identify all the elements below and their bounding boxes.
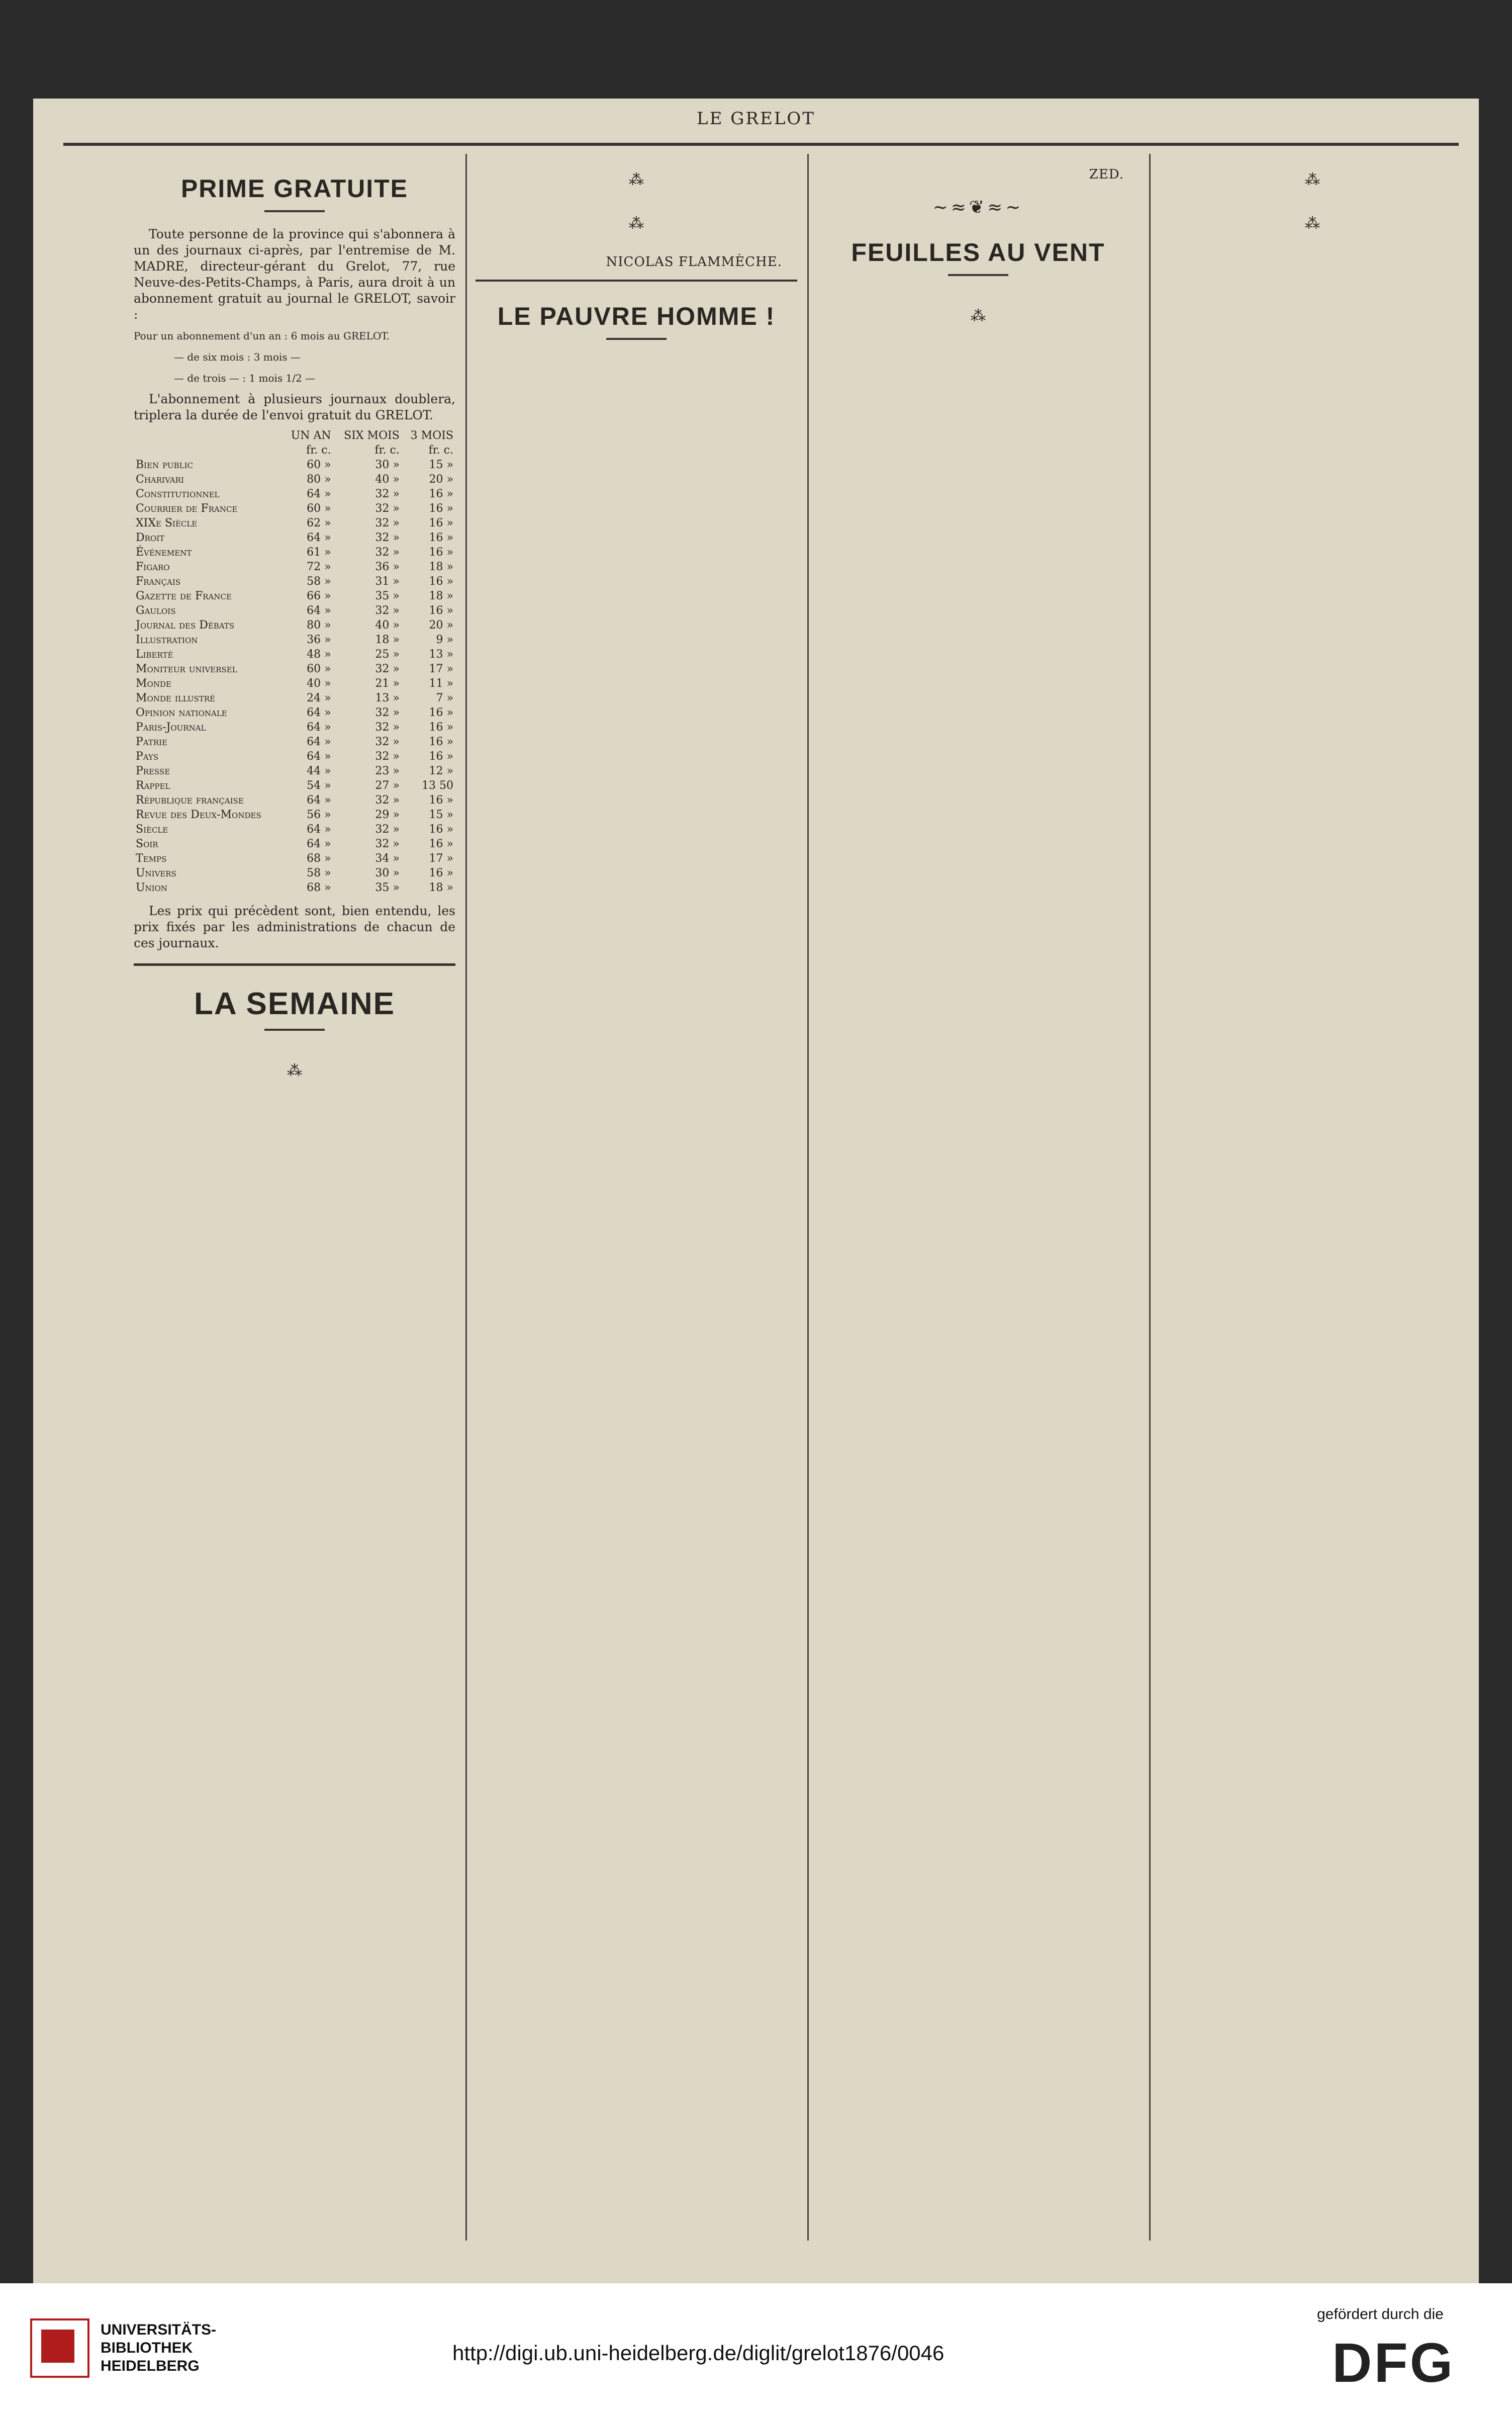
table-cell: 32 » bbox=[375, 502, 400, 515]
table-body bbox=[134, 458, 455, 895]
table-cell: 20 » bbox=[429, 473, 453, 486]
library-name: UNIVERSITÄTS- BIBLIOTHEK HEIDELBERG bbox=[101, 2321, 217, 2374]
table-cell: 32 » bbox=[375, 750, 400, 763]
table-cell: 61 » bbox=[307, 546, 331, 559]
permalink[interactable]: http://digi.ub.uni-heidelberg.de/diglit/grelot1876/0046 bbox=[452, 2341, 944, 2365]
table-row bbox=[134, 735, 455, 749]
column-divider bbox=[465, 154, 467, 2241]
table-cell: 27 » bbox=[375, 779, 400, 792]
table-cell: 13 » bbox=[375, 692, 400, 704]
table-cell: 56 » bbox=[307, 809, 331, 821]
table-cell: Siècle bbox=[136, 823, 168, 836]
table-cell: 15 » bbox=[429, 459, 453, 471]
article-text bbox=[476, 354, 797, 362]
table-cell: 32 » bbox=[375, 546, 400, 559]
table-cell: 40 » bbox=[375, 619, 400, 632]
table-cell: 32 » bbox=[375, 531, 400, 544]
article-text bbox=[476, 154, 797, 162]
table-cell: Union bbox=[136, 881, 168, 894]
table-cell: Patrie bbox=[136, 736, 167, 748]
table-cell: 16 » bbox=[429, 794, 453, 807]
table-cell: 32 » bbox=[375, 517, 400, 529]
table-cell: 64 » bbox=[307, 750, 331, 763]
table-row bbox=[134, 851, 455, 866]
table-cell: 16 » bbox=[429, 823, 453, 836]
table-cell: 25 » bbox=[375, 648, 400, 661]
table-cell: 68 » bbox=[307, 852, 331, 865]
signature: NICOLAS FLAMMÈCHE. bbox=[606, 254, 782, 270]
section-asterism: ⁂ bbox=[1305, 171, 1320, 189]
table-row bbox=[134, 778, 455, 793]
table-cell: Gaulois bbox=[136, 604, 176, 617]
table-cell: 16 » bbox=[429, 517, 453, 529]
table-row bbox=[134, 880, 455, 895]
table-row bbox=[134, 487, 455, 501]
article-text bbox=[1159, 198, 1466, 206]
table-cell: Soir bbox=[136, 838, 158, 850]
table-cell: 64 » bbox=[307, 721, 331, 734]
table-cell: 80 » bbox=[307, 473, 331, 486]
table-header bbox=[134, 428, 282, 443]
table-cell: 40 » bbox=[307, 677, 331, 690]
table-row bbox=[134, 749, 455, 764]
table-cell: 32 » bbox=[375, 736, 400, 748]
table-row bbox=[134, 472, 455, 487]
table-cell: 21 » bbox=[375, 677, 400, 690]
table-cell: 60 » bbox=[307, 459, 331, 471]
table-cell: 16 » bbox=[429, 750, 453, 763]
table-cell: 13 50 bbox=[422, 779, 453, 792]
table-cell: 32 » bbox=[375, 488, 400, 500]
table-cell: Presse bbox=[136, 765, 170, 777]
section-title-pauvre-homme: LE PAUVRE HOMME ! bbox=[497, 302, 776, 330]
funding-note: gefördert durch die bbox=[1317, 2306, 1444, 2322]
table-cell: 34 » bbox=[375, 852, 400, 865]
title-rule bbox=[606, 338, 667, 340]
running-head: LE GRELOT bbox=[697, 109, 815, 129]
prime-footnote: Les prix qui précèdent sont, bien entendu, les prix fixés par les administrations de chacun de ces journaux. bbox=[134, 904, 455, 950]
table-cell: 18 » bbox=[429, 881, 453, 894]
table-cell: 18 » bbox=[429, 561, 453, 573]
table-row bbox=[134, 691, 455, 705]
table-cell: 7 » bbox=[436, 692, 453, 704]
table-header: 3 MOIS bbox=[410, 429, 453, 442]
table-cell: 16 » bbox=[429, 604, 453, 617]
table-cell: 16 » bbox=[429, 706, 453, 719]
newspaper-page bbox=[33, 99, 1479, 2283]
table-cell: Rappel bbox=[136, 779, 170, 792]
table-row bbox=[134, 837, 455, 851]
table-cell: 15 » bbox=[429, 809, 453, 821]
article-text bbox=[817, 154, 1139, 162]
table-row bbox=[134, 618, 455, 633]
table-cell: Bien public bbox=[136, 459, 194, 471]
table-cell: 32 » bbox=[375, 838, 400, 850]
section-asterism: ⁂ bbox=[629, 171, 644, 189]
table-row bbox=[134, 545, 455, 560]
table-cell: 62 » bbox=[307, 517, 331, 529]
table-cell: 64 » bbox=[307, 488, 331, 500]
table-cell: 64 » bbox=[307, 794, 331, 807]
table-row bbox=[134, 560, 455, 574]
table-cell: 11 » bbox=[429, 677, 453, 690]
table-row bbox=[134, 793, 455, 808]
table-cell: 13 » bbox=[429, 648, 453, 661]
section-title-feuilles: FEUILLES AU VENT bbox=[851, 238, 1105, 266]
signature: ZED. bbox=[1089, 167, 1124, 182]
table-row bbox=[134, 720, 455, 735]
table-cell: 32 » bbox=[375, 663, 400, 675]
table-cell: Liberté bbox=[136, 648, 173, 661]
table-cell: 30 » bbox=[375, 459, 400, 471]
table-row bbox=[134, 458, 455, 472]
table-header: UN AN bbox=[291, 429, 331, 442]
table-cell: 16 » bbox=[429, 575, 453, 588]
section-rule bbox=[476, 280, 797, 282]
section-asterism: ⁂ bbox=[1305, 215, 1320, 232]
section-title-prime: PRIME GRATUITE bbox=[180, 174, 409, 203]
prime-intro: Toute personne de la province qui s'abonnera à un des journaux ci-après, par l'entremise de M. MADRE, directeur-gérant du Grelot, 77, rue Neuve-des-Petits-Champs, à Paris, aura droit à un abonnement gratuit au journal le GRELOT, savoir : bbox=[134, 227, 455, 322]
table-cell: Français bbox=[136, 575, 181, 588]
digitization-footer bbox=[0, 2283, 1512, 2413]
table-cell: 64 » bbox=[307, 604, 331, 617]
column-3 bbox=[817, 154, 1139, 2246]
table-cell: 31 » bbox=[375, 575, 400, 588]
table-cell: Illustration bbox=[136, 634, 198, 646]
table-cell: 32 » bbox=[375, 706, 400, 719]
table-row bbox=[134, 764, 455, 778]
table-cell: 58 » bbox=[307, 867, 331, 879]
table-row bbox=[134, 633, 455, 647]
table-cell: Charivari bbox=[136, 473, 184, 486]
table-cell: Gazette de France bbox=[136, 590, 232, 602]
table-cell: 32 » bbox=[375, 823, 400, 836]
dfg-logo: DFG bbox=[1332, 2332, 1455, 2394]
table-cell: 16 » bbox=[429, 502, 453, 515]
table-cell: 64 » bbox=[307, 838, 331, 850]
table-cell: 18 » bbox=[429, 590, 453, 602]
table-cell: 80 » bbox=[307, 619, 331, 632]
prime-note: L'abonnement à plusieurs journaux doublera, triplera la durée de l'envoi gratuit du GRELOT. bbox=[134, 392, 455, 422]
table-cell: 23 » bbox=[375, 765, 400, 777]
table-cell: Journal des Débats bbox=[136, 619, 235, 632]
table-row bbox=[134, 662, 455, 676]
table-cell: Univers bbox=[136, 867, 176, 879]
top-rule bbox=[63, 143, 1459, 146]
table-cell: 44 » bbox=[307, 765, 331, 777]
ornament-divider: ~≈❦≈~ bbox=[932, 197, 1024, 218]
table-cell: Droit bbox=[136, 531, 165, 544]
title-rule bbox=[948, 274, 1008, 276]
table-row bbox=[134, 516, 455, 530]
table-cell: Pays bbox=[136, 750, 159, 763]
table-cell: 60 » bbox=[307, 502, 331, 515]
subscription-price-table bbox=[134, 428, 455, 895]
university-library-logo-icon bbox=[30, 2318, 89, 2378]
table-unit: fr. c. bbox=[428, 444, 453, 457]
table-cell: Moniteur universel bbox=[136, 663, 237, 675]
table-cell: 35 » bbox=[375, 881, 400, 894]
table-row bbox=[134, 501, 455, 516]
table-cell: 68 » bbox=[307, 881, 331, 894]
table-cell: 72 » bbox=[307, 561, 331, 573]
table-row bbox=[134, 808, 455, 822]
table-cell: 64 » bbox=[307, 823, 331, 836]
table-row bbox=[134, 866, 455, 880]
table-header-row bbox=[134, 428, 455, 443]
table-cell: 64 » bbox=[307, 736, 331, 748]
article-text bbox=[817, 334, 1139, 342]
column-4 bbox=[1159, 154, 1466, 2246]
section-asterism: ⁂ bbox=[629, 215, 644, 232]
column-divider bbox=[807, 154, 809, 2241]
table-cell: Temps bbox=[136, 852, 167, 865]
table-cell: 36 » bbox=[307, 634, 331, 646]
section-title-semaine: LA SEMAINE bbox=[194, 987, 396, 1021]
table-cell: 16 » bbox=[429, 867, 453, 879]
table-cell: 17 » bbox=[429, 663, 453, 675]
table-cell: 9 » bbox=[436, 634, 453, 646]
section-asterism: ⁂ bbox=[287, 1062, 302, 1080]
table-cell: Monde illustré bbox=[136, 692, 216, 704]
table-cell: Constitutionnel bbox=[136, 488, 220, 500]
table-cell: Paris-Journal bbox=[136, 721, 206, 734]
title-rule bbox=[264, 210, 325, 212]
article-text bbox=[476, 241, 797, 249]
table-cell: Figaro bbox=[136, 561, 170, 573]
table-cell: 30 » bbox=[375, 867, 400, 879]
article-text bbox=[1159, 241, 1466, 249]
table-cell: Monde bbox=[136, 677, 171, 690]
table-cell: 32 » bbox=[375, 721, 400, 734]
table-row bbox=[134, 822, 455, 837]
column-divider bbox=[1149, 154, 1151, 2241]
table-cell: 60 » bbox=[307, 663, 331, 675]
article-text bbox=[1159, 154, 1466, 162]
section-asterism: ⁂ bbox=[971, 307, 986, 325]
table-cell: XIXe Siècle bbox=[136, 517, 198, 529]
semaine-text bbox=[134, 1089, 455, 1097]
table-row bbox=[134, 603, 455, 618]
table-cell: République française bbox=[136, 794, 244, 807]
table-cell: 66 » bbox=[307, 590, 331, 602]
table-unit: fr. c. bbox=[374, 444, 400, 457]
table-row bbox=[134, 676, 455, 691]
table-row bbox=[134, 589, 455, 603]
table-row bbox=[134, 647, 455, 662]
table-cell: 29 » bbox=[375, 809, 400, 821]
semaine-text bbox=[134, 1045, 455, 1053]
table-cell: 16 » bbox=[429, 546, 453, 559]
table-cell: 58 » bbox=[307, 575, 331, 588]
table-row bbox=[134, 530, 455, 545]
table-cell: 48 » bbox=[307, 648, 331, 661]
title-rule bbox=[264, 1029, 325, 1031]
table-cell: 24 » bbox=[307, 692, 331, 704]
table-cell: 54 » bbox=[307, 779, 331, 792]
offer-line: — de trois — : 1 mois 1/2 — bbox=[174, 372, 316, 384]
column-2 bbox=[476, 154, 797, 2246]
table-cell: 18 » bbox=[375, 634, 400, 646]
table-row bbox=[134, 705, 455, 720]
table-cell: 12 » bbox=[429, 765, 453, 777]
table-header: SIX MOIS bbox=[344, 429, 400, 442]
table-cell: 20 » bbox=[429, 619, 453, 632]
table-cell: Revue des Deux-Mondes bbox=[136, 809, 261, 821]
table-cell: 17 » bbox=[429, 852, 453, 865]
table-cell: 16 » bbox=[429, 838, 453, 850]
article-text bbox=[476, 198, 797, 206]
table-row bbox=[134, 574, 455, 589]
table-cell: 36 » bbox=[375, 561, 400, 573]
column-1 bbox=[134, 154, 455, 2246]
table-cell: 40 » bbox=[375, 473, 400, 486]
table-unit-row bbox=[134, 443, 455, 458]
table-cell: 32 » bbox=[375, 794, 400, 807]
offer-line: — de six mois : 3 mois — bbox=[174, 351, 301, 363]
table-cell: 16 » bbox=[429, 721, 453, 734]
table-cell: 16 » bbox=[429, 736, 453, 748]
table-cell: Événement bbox=[136, 546, 192, 559]
table-cell: 35 » bbox=[375, 590, 400, 602]
table-cell: 32 » bbox=[375, 604, 400, 617]
table-cell: 16 » bbox=[429, 531, 453, 544]
table-cell: 64 » bbox=[307, 531, 331, 544]
table-cell: Courrier de France bbox=[136, 502, 238, 515]
offer-line: Pour un abonnement d'un an : 6 mois au GRELOT. bbox=[134, 330, 390, 342]
section-rule bbox=[134, 963, 455, 966]
table-unit: fr. c. bbox=[306, 444, 331, 457]
table-unit bbox=[134, 443, 282, 458]
table-cell: Opinion nationale bbox=[136, 706, 227, 719]
table-cell: 16 » bbox=[429, 488, 453, 500]
article-text bbox=[817, 290, 1139, 298]
table-cell: 64 » bbox=[307, 706, 331, 719]
